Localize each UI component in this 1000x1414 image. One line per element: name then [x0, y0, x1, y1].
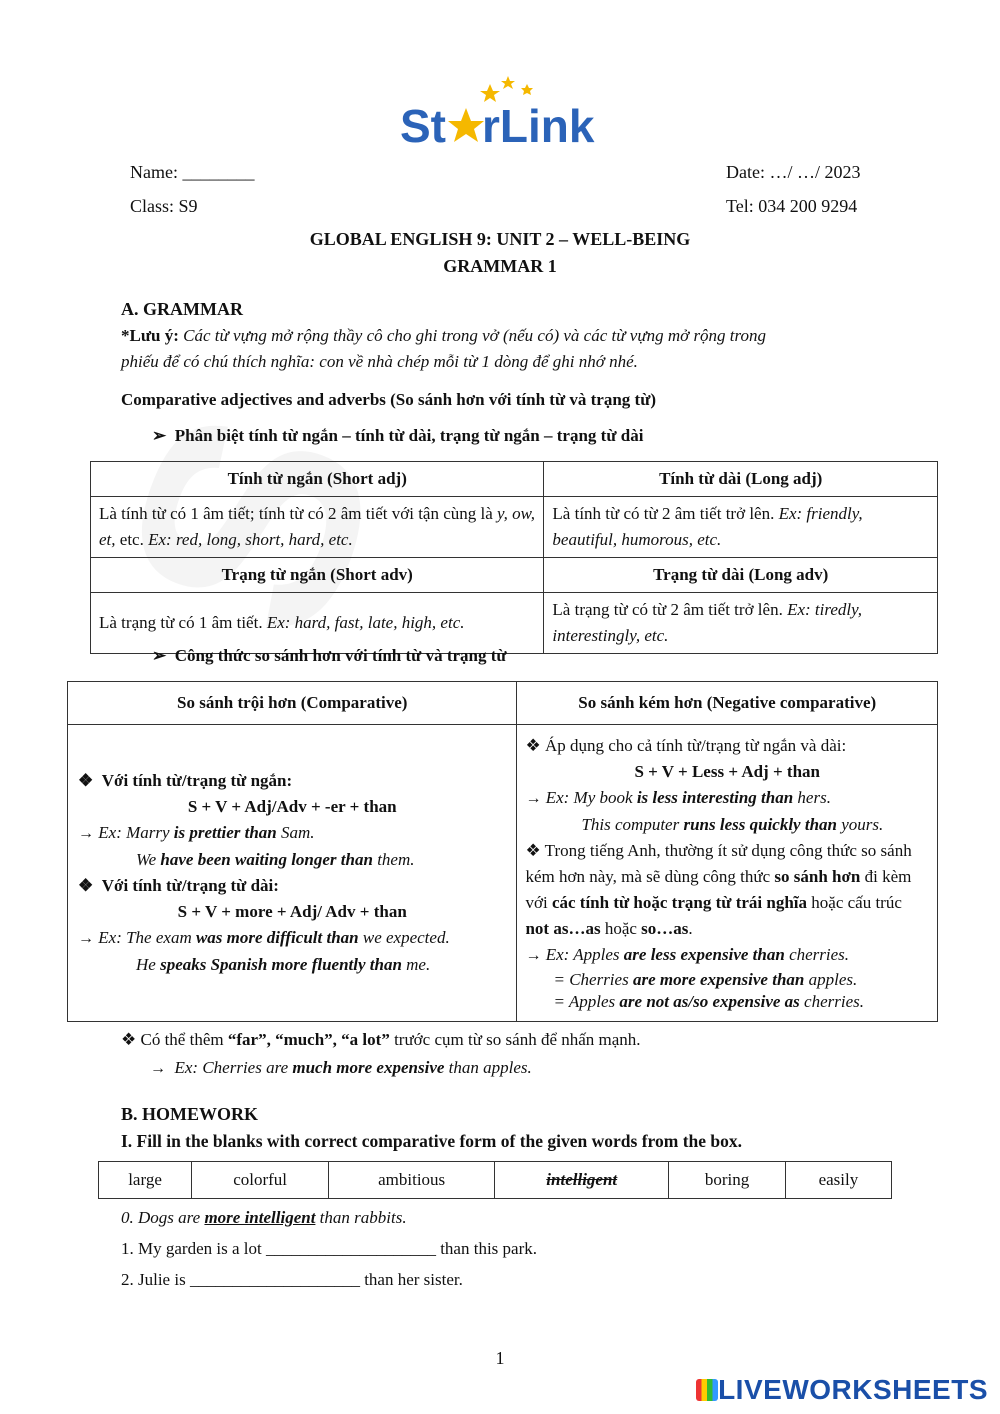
left-ex3: → Ex: The exam was more difficult than we expected. — [78, 928, 450, 947]
word-box — [98, 1161, 892, 1199]
tel-label: Tel: 034 200 9294 — [726, 196, 858, 216]
exercise-instruction: I. Fill in the blanks with correct comparative form of the given words from the box. — [121, 1131, 743, 1151]
starlink-logo — [0, 70, 1000, 160]
emphasis-note: ❖ Có thể thêm “far”, “much”, “a lot” trước cụm từ so sánh để nhấn mạnh. — [121, 1030, 641, 1049]
bullet-distinguish-text: Phân biệt tính từ ngắn – tính từ dài, trạng từ ngắn – trạng từ dài — [174, 426, 644, 445]
section-a-heading: A. GRAMMAR — [121, 299, 243, 319]
word-box-cell: large — [99, 1162, 192, 1199]
th-negative-comparative: So sánh kém hơn (Negative comparative) — [517, 682, 938, 725]
section-b-heading: B. HOMEWORK — [121, 1104, 259, 1124]
right-ex2: This computer runs less quickly than yours. — [581, 815, 884, 834]
adj-adv-table — [90, 461, 938, 654]
word-box-cell: colorful — [192, 1162, 329, 1199]
left-ex1: → Ex: Marry is prettier than Sam. — [78, 823, 315, 842]
arrow-bullet-icon: ➢ — [152, 426, 167, 445]
worksheet-title: GLOBAL ENGLISH 9: UNIT 2 – WELL-BEING — [309, 229, 691, 249]
right-ex4: = Cherries are more expensive than apples. — [553, 970, 858, 989]
apply-text: ❖ Áp dụng cho cả tính từ/trạng từ ngắn và dài: — [525, 736, 847, 755]
page-number: 1 — [495, 1348, 505, 1368]
worksheet-subtitle: GRAMMAR 1 — [443, 256, 557, 276]
date-field-label: Date: …/ …/ 2023 — [726, 162, 861, 182]
word-box-cell: boring — [669, 1162, 785, 1199]
note-paragraph — [121, 323, 921, 375]
name-field-label: Name: ________ — [130, 162, 255, 182]
short-formula: S + V + Adj/Adv + -er + than — [187, 797, 397, 816]
long-title: ❖ Với tính từ/trạng từ dài: — [78, 876, 279, 895]
emphasis-example: → Ex: Cherries are much more expensive than apples. — [150, 1058, 532, 1077]
bullet-formula — [152, 646, 507, 666]
right-ex5: = Apples are not as/so expensive as cherries. — [553, 992, 865, 1011]
note-label: *Lưu ý: — [121, 326, 179, 345]
long-formula: S + V + more + Adj/ Adv + than — [177, 902, 407, 921]
cell-long-adv: Là trạng từ có từ 2 âm tiết trở lên. Ex: tiredly, interestingly, etc. — [544, 593, 938, 654]
cell-long-adj: Là tính từ có từ 2 âm tiết trở lên. Ex: friendly, beautiful, humorous, etc. — [544, 497, 938, 558]
cell-comparative — [68, 725, 517, 1022]
negative-formula: S + V + Less + Adj + than — [634, 762, 820, 781]
right-ex3: → Ex: Apples are less expensive than cherries. — [525, 945, 850, 964]
note-text-2: phiếu để có chú thích nghĩa: con về nhà chép mỗi từ 1 dòng để ghi nhớ nhé. — [121, 352, 638, 371]
left-ex2: We have been waiting longer than them. — [136, 850, 415, 869]
left-ex4: He speaks Spanish more fluently than me. — [136, 955, 431, 974]
th-short-adv: Trạng từ ngắn (Short adv) — [91, 558, 544, 593]
th-comparative: So sánh trội hơn (Comparative) — [68, 682, 517, 725]
liveworksheets-logo: LIVEWORKSHEETS — [696, 1374, 988, 1406]
th-long-adv: Trạng từ dài (Long adv) — [544, 558, 938, 593]
comparative-formula-table — [67, 681, 938, 1022]
comparative-subheading: Comparative adjectives and adverbs (So sánh hơn với tính từ và trạng từ) — [121, 390, 657, 409]
example-sentence: 0. Dogs are more intelligent than rabbits. — [121, 1208, 407, 1227]
th-long-adj: Tính từ dài (Long adj) — [544, 462, 938, 497]
cell-short-adj: Là tính từ có 1 âm tiết; tính từ có 2 âm tiết với tận cùng là y, ow, et, etc. Ex: red, long, short, hard, etc. — [91, 497, 544, 558]
svg-text:St: St — [400, 100, 446, 152]
cell-short-adv: Là trạng từ có 1 âm tiết. Ex: hard, fast, late, high, etc. — [91, 593, 544, 654]
right-paragraph: ❖ Trong tiếng Anh, thường ít sử dụng công thức so sánh kém hơn này, mà sẽ dùng công thức so sánh hơn đi kèm với các tính từ hoặc trạng từ trái nghĩa hoặc cấu trúc not as…as hoặc so…as. — [525, 841, 912, 938]
bullet-formula-text: Công thức so sánh hơn với tính từ và trạng từ — [174, 646, 507, 665]
short-title: ❖ Với tính từ/trạng từ ngắn: — [78, 771, 293, 790]
question-1[interactable]: 1. My garden is a lot ____________________ than this park. — [121, 1239, 537, 1258]
class-label: Class: S9 — [130, 196, 198, 216]
bullet-distinguish — [152, 426, 643, 446]
right-ex1: → Ex: My book is less interesting than hers. — [525, 788, 831, 807]
cell-negative-comparative — [517, 725, 938, 1022]
th-short-adj: Tính từ ngắn (Short adj) — [91, 462, 544, 497]
word-box-cell-used: intelligent — [495, 1162, 669, 1199]
word-box-cell: ambitious — [329, 1162, 495, 1199]
arrow-bullet-icon: ➢ — [152, 646, 167, 665]
word-box-cell: easily — [785, 1162, 891, 1199]
liveworksheets-icon — [696, 1379, 718, 1401]
note-text-1: Các từ vựng mở rộng thầy cô cho ghi trong vở (nếu có) và các từ vựng mở rộng trong — [183, 326, 767, 345]
question-2[interactable]: 2. Julie is ____________________ than her sister. — [121, 1270, 463, 1289]
svg-text:rLink: rLink — [482, 100, 595, 152]
